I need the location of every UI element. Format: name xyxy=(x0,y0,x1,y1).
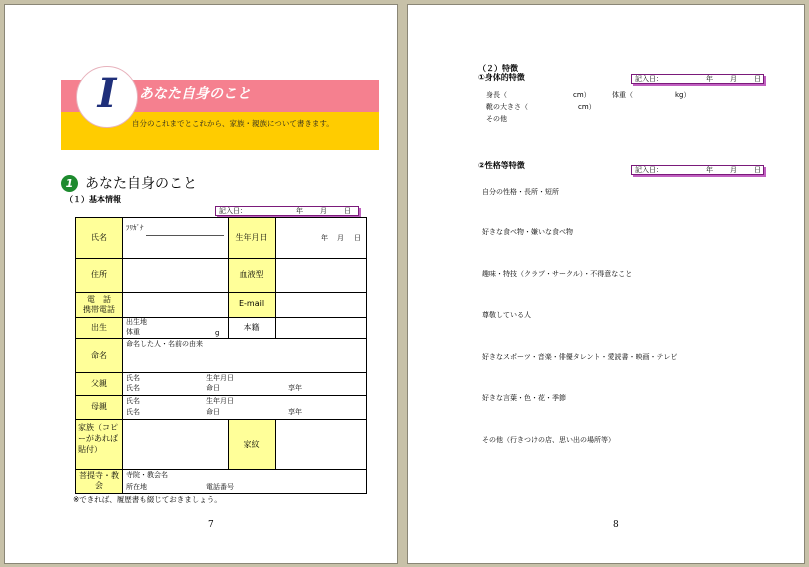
trait-item: 好きなスポーツ・音楽・俳優タレント・愛読書・映画・テレビ xyxy=(482,353,678,361)
height-label: 身長（ xyxy=(486,91,507,99)
temple-address: 所在地 xyxy=(126,483,147,491)
weight-unit: kg） xyxy=(675,91,691,99)
mother-death: 命日 xyxy=(206,408,220,416)
birth-weight: 体重 xyxy=(126,328,140,336)
date-stamp-physical: 記入日： 年 月 日 xyxy=(631,74,764,84)
label-father: 父親 xyxy=(91,379,107,388)
father-birth: 生年月日 xyxy=(206,374,234,382)
chapter-numeral: I xyxy=(97,70,117,117)
basic-info-form xyxy=(75,217,367,494)
birthday-month-unit: 月 xyxy=(337,234,344,242)
trait-item: 尊敬している人 xyxy=(482,311,531,319)
physical-title: ①身体的特徴 xyxy=(478,73,525,82)
label-naming: 命名 xyxy=(91,351,107,360)
weight-label: 体重（ xyxy=(612,91,633,99)
birth-place: 出生地 xyxy=(126,318,147,326)
birth-weight-unit: g xyxy=(215,329,220,337)
page-number: 8 xyxy=(613,520,619,530)
page-7 xyxy=(4,4,398,564)
label-email: E-mail xyxy=(238,299,265,308)
other-label: その他 xyxy=(486,115,507,123)
height-unit: cm） xyxy=(573,91,591,99)
foot-label: 靴の大きさ（ xyxy=(486,103,528,111)
label-birth: 出生 xyxy=(91,323,107,332)
page-8 xyxy=(407,4,805,564)
footnote: ※できれば、履歴書も綴じておきましょう。 xyxy=(73,495,222,504)
subsection-title: （１）基本情報 xyxy=(65,195,121,204)
trait-item: 好きな食べ物・嫌いな食べ物 xyxy=(482,228,573,236)
temple-hint: 寺院・教会名 xyxy=(126,471,168,479)
label-birthday: 生年月日 xyxy=(235,233,268,242)
trait-item: 自分の性格・長所・短所 xyxy=(482,188,559,196)
section-title: あなた自身のこと xyxy=(85,176,197,192)
chapter-title: あなた自身のこと xyxy=(139,86,251,102)
section-title: （２）特徴 xyxy=(478,64,518,73)
label-mobile: 携帯電話 xyxy=(83,305,115,314)
personality-title: ②性格等特徴 xyxy=(478,161,525,170)
label-family-crest: 家紋 xyxy=(243,440,260,449)
label-blood: 血液型 xyxy=(239,270,264,279)
mother-name-2: 氏名 xyxy=(126,408,140,416)
label-honseki: 本籍 xyxy=(243,323,260,332)
section-number-badge: 1 xyxy=(61,175,78,192)
label-phone: 電 話 xyxy=(87,295,111,304)
trait-item: その他（行きつけの店、思い出の場所等） xyxy=(482,436,615,444)
father-age: 享年 xyxy=(288,384,302,392)
chapter-subtitle: 自分のこれまでとこれから、家族・親族について書きます。 xyxy=(132,119,334,128)
father-death: 命日 xyxy=(206,384,220,392)
birthday-day-unit: 日 xyxy=(354,234,361,242)
father-name-2: 氏名 xyxy=(126,384,140,392)
naming-hint: 命名した人・名前の由来 xyxy=(126,340,203,348)
temple-phone: 電話番号 xyxy=(206,483,234,491)
mother-age: 享年 xyxy=(288,408,302,416)
label-address: 住所 xyxy=(91,270,107,279)
trait-item: 趣味・特技（クラブ・サークル）・不得意なこと xyxy=(482,270,633,278)
label-temple: 菩提寺・教会 xyxy=(79,471,119,490)
label-name: 氏名 xyxy=(91,233,107,242)
foot-unit: cm） xyxy=(578,103,596,111)
trait-item: 好きな言葉・色・花・季節 xyxy=(482,394,566,402)
page-number: 7 xyxy=(208,520,214,530)
date-stamp: 記入日： 年 月 日 xyxy=(215,206,359,216)
mother-birth: 生年月日 xyxy=(206,397,234,405)
father-name: 氏名 xyxy=(126,374,140,382)
label-family: 家族（コピーがあれば貼付） xyxy=(78,423,118,454)
date-stamp-personality: 記入日： 年 月 日 xyxy=(631,165,764,175)
mother-name: 氏名 xyxy=(126,397,140,405)
birthday-year-unit: 年 xyxy=(321,234,328,242)
label-furigana: ﾌﾘｶﾞﾅ xyxy=(126,224,144,232)
label-mother: 母親 xyxy=(91,402,107,411)
